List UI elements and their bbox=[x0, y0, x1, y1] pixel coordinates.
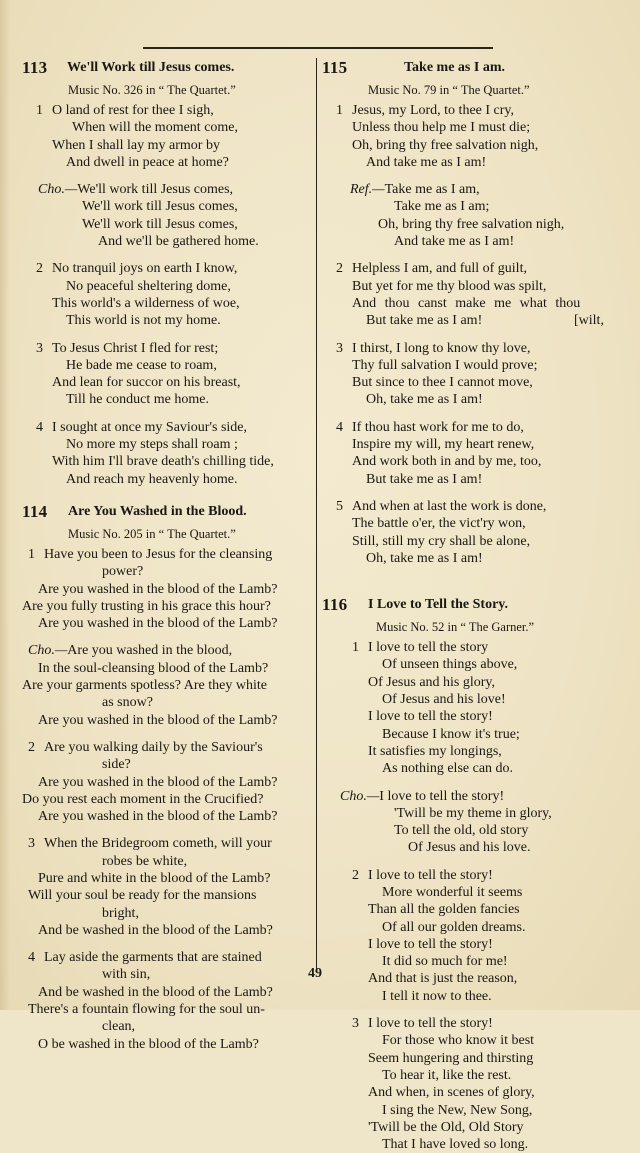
stanza-1: 1 O land of rest for thee I sigh, When will the moment come, When I shall lay my armor by And dwell in peace at home? bbox=[36, 103, 239, 170]
stanza-2: 2 Are you walking daily by the Saviour's side? Are you washed in the blood of the Lamb? Do you rest each moment in the Crucified? Are you washed in the blood of the Lamb? bbox=[22, 739, 278, 825]
stanza-3: 3 To Jesus Christ I fled for rest; He bade me cease to roam, And lean for succor on his breast, Till he conduct me home. bbox=[36, 340, 241, 408]
hymn-115 bbox=[322, 58, 612, 567]
column-divider bbox=[316, 58, 317, 970]
stanza-3: 3 I thirst, I long to know thy love, Thy full salvation I would prove; But since to thee I cannot move, Oh, take me as I am! bbox=[336, 340, 538, 408]
hymn-115-heading bbox=[322, 58, 612, 82]
hymn-114 bbox=[22, 502, 310, 1053]
chorus: Cho.—Are you washed in the blood, In the soul-cleansing blood of the Lamb? Are your garments spotless? Are they white as snow? Are you washed in the blood of the Lamb? bbox=[22, 643, 278, 728]
page-number: 49 bbox=[308, 966, 322, 981]
stanza-4: 4 If thou hast work for me to do, Inspire my will, my heart renew, And work both in and by me, too, But take me as I am! bbox=[336, 419, 542, 487]
hymn-title: Take me as I am. bbox=[404, 60, 505, 75]
hymn-number: 113 bbox=[22, 58, 48, 77]
stanza-1: 1 Have you been to Jesus for the cleansing power? Are you washed in the blood of the Lamb? Are you fully trusting in his grace this hour? Are you washed in the blood of the Lamb? bbox=[22, 546, 278, 632]
right-column bbox=[322, 58, 612, 1153]
stanza-5: 5 And when at last the work is done, The battle o'er, the vict'ry won, Still, still my cry shall be alone, Oh, take me as I am! bbox=[336, 498, 547, 566]
music-reference: Music No. 79 in “ The Quartet.” bbox=[368, 83, 530, 97]
hymn-title: Are You Washed in the Blood. bbox=[68, 503, 247, 519]
stanza-1: 1 I love to tell the story Of unseen things above, Of Jesus and his glory, Of Jesus and his love! I love to tell the story! Because I know it's true; It satisfies my longings, As nothing else can do. bbox=[352, 640, 520, 777]
stanza-1: 1 Jesus, my Lord, to thee I cry, Unless thou help me I must die; Oh, bring thy free salvation nigh, And take me as I am! bbox=[336, 103, 539, 170]
music-reference: Music No. 52 in “ The Garner.” bbox=[376, 620, 535, 635]
stanza-3: 3 When the Bridegroom cometh, will your robes be white, Pure and white in the blood of the Lamb? Will your soul be ready for the mansions bright, And be washed in the blood of the Lamb? bbox=[28, 836, 273, 938]
hymn-113-heading bbox=[22, 58, 310, 82]
stanza-2: 2 No tranquil joys on earth I know, No peaceful sheltering dome, This world's a wilderness of woe, This world is not my home. bbox=[36, 261, 240, 329]
hymn-number: 115 bbox=[322, 58, 348, 77]
hymn-116-heading bbox=[322, 595, 612, 619]
top-rule bbox=[143, 47, 493, 49]
chorus: Cho.—We'll work till Jesus comes, We'll work till Jesus comes, We'll work till Jesus comes, And we'll be gathered home. bbox=[38, 182, 259, 250]
stanza-3: 3 I love to tell the story! For those who know it best Seem hungering and thirsting To hear it, like the rest. And when, in scenes of glory, I sing the New, New Song, 'Twill be the Old, Old Story That I have loved so long. bbox=[352, 1016, 535, 1153]
music-reference: Music No. 326 in “ The Quartet.” bbox=[68, 83, 236, 97]
hymn-title: I Love to Tell the Story. bbox=[368, 597, 509, 613]
left-column bbox=[22, 58, 310, 1053]
chorus: Cho.—I love to tell the story! 'Twill be my theme in glory, To tell the old, old story Of Jesus and his love. bbox=[340, 788, 552, 856]
hymn-114-heading bbox=[22, 502, 310, 526]
stanza-2: 2 I love to tell the story! More wonderful it seems Than all the golden fancies Of all our golden dreams. I love to tell the story! It did so much for me! And that is just the reason, I tell it now to thee. bbox=[352, 867, 526, 1004]
stanza-2: 2 Helpless I am, and full of guilt, But yet for me thy blood was spilt, And thou canst make me what thou But take me as I am! [wilt, bbox=[336, 261, 604, 329]
hymn-116 bbox=[322, 595, 612, 1153]
refrain: Ref.—Take me as I am, Take me as I am; Oh, bring thy free salvation nigh, And take me as I am! bbox=[350, 182, 565, 250]
stanza-4: 4 Lay aside the garments that are stained with sin, And be washed in the blood of the Lamb? There's a fountain flowing for the soul un- clean, O be washed in the blood of the Lamb? bbox=[28, 950, 273, 1052]
page-edge-shadow bbox=[0, 0, 10, 1010]
hymn-number: 114 bbox=[22, 501, 48, 521]
hymn-title: We'll Work till Jesus comes. bbox=[67, 60, 235, 75]
music-reference: Music No. 205 in “ The Quartet.” bbox=[68, 526, 236, 541]
hymn-number: 116 bbox=[322, 595, 348, 615]
stanza-4: 4 I sought at once my Saviour's side, No more my steps shall roam ; With him I'll brave death's chilling tide, And reach my heavenly home. bbox=[36, 419, 274, 487]
hymn-113 bbox=[22, 58, 310, 488]
